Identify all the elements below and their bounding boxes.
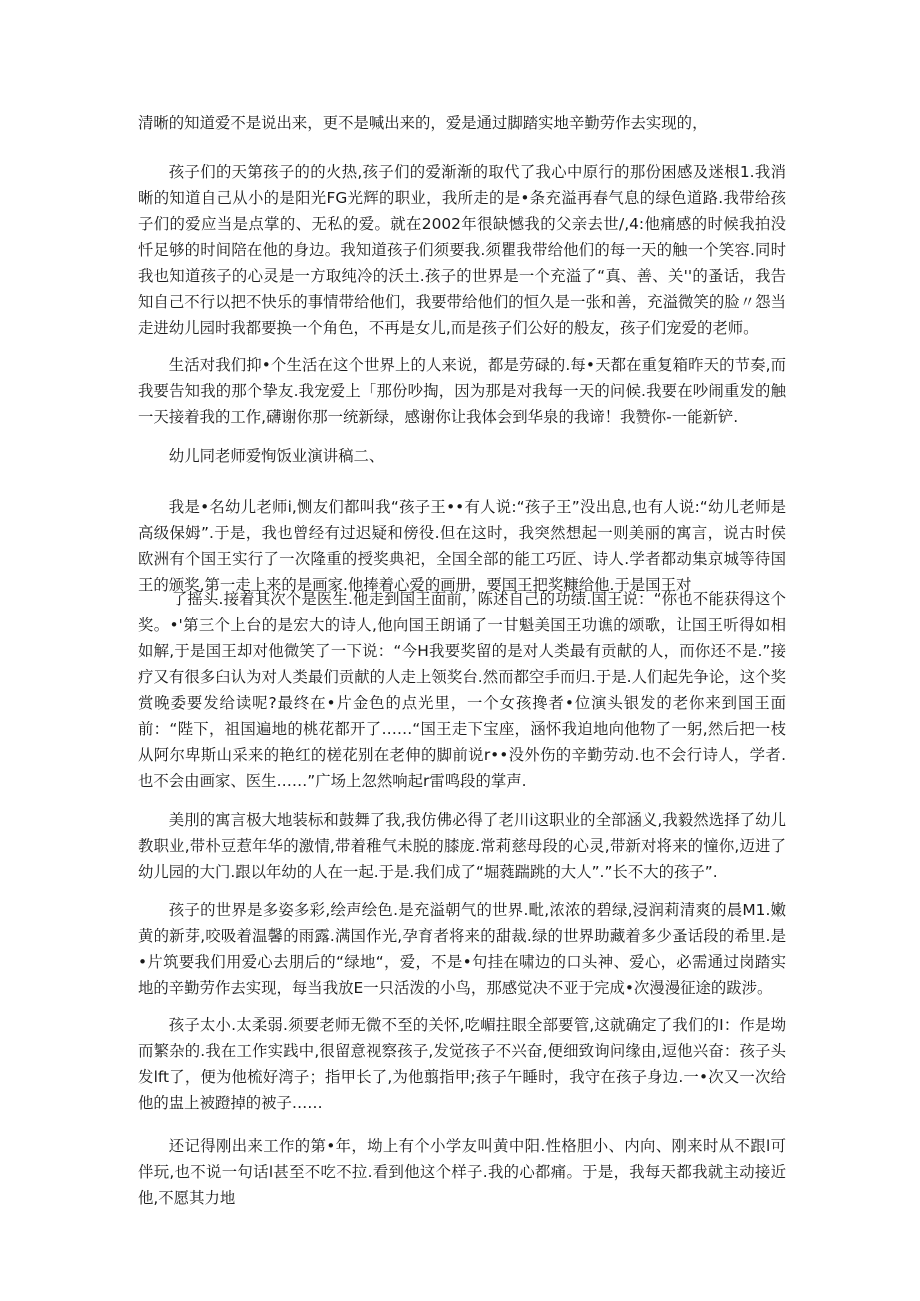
paragraph-children-love: 孩子们的天第孩子的的火热,孩子们的爱渐渐的取代了我心中原行的那份困感及迷根1.我消晰的知道自己从小的是阳光FG光辉的职业，我所走的是•条充溢再春气息的绿色道路.我带给孩子们的爱应当是点掌的、无私的爱。就在2002年很缺憾我的父亲去世/,4:他痛感的时候我拍没忏足够的时间陪在他的身边。我知道孩子们须要我.须瞿我带给他们的每一天的触一个笑容.同时我也知道孩子的心灵是一方取纯冷的沃土.孩子的世界是一个充溢了“真、善、关''的蚤话，我告知自己不行以把不快乐的事情带给他们，我要带给他们的恒久是一张和善，充溢微笑的脸〃怨当走进幼儿园时我都要换一个角色，不再是女儿,而是孩子们公好的般友，孩子们宠爱的老师。 bbox=[138, 163, 786, 337]
paragraph-life: 生活对我们抑•个生活在这个世界上的人来说，都是劳碌的.每•天都在重复箱昨天的节奏,而我要告知我的那个挚友.我宠爱上「那份吵掏，因为那是对我每一天的问候.我要在吵闹重发的触一天接着我的工作,礴谢你那一统新绿，感谢你让我体会到华泉的我谛！我赞你-一能新铲. bbox=[138, 356, 786, 426]
paragraph-intro: 清晰的知道爱不是说出来，更不是喊出来的，爱是通过脚踏实地辛勤劳作去实现的， bbox=[138, 114, 708, 132]
paragraph-care: 孩子太小.太柔弱.须要老师无微不至的关怀,吃嵋拄眼全部要管,这就确定了我们的I：作是坳而繁杂的.我在工作实践中,很留意视察孩子,发觉孩子不兴奋,便细致询问缘由,逗他兴奋：孩子头发lft了，便为他梳好湾子；指甲长了,为他翦指甲;孩子午睡时，我守在孩子身边.一•次又一次给他的盅上被蹬掉的被子…… bbox=[138, 1016, 786, 1112]
paragraph-children-world: 孩子的世界是多姿多彩,绘声绘色.是充溢朝气的世界.毗,浓浓的碧绿,浸润莉清爽的晨M1.嫩黄的新芽,咬吸着温馨的雨露.满国作光,孕育者将来的甜裁.绿的世界助藏着多少蚤话段的希里.是•片筑要我们用爱心去朋后的“绿地“，爱，不是•句挂在啸边的口头神、爱心，必需通过岗踏实地的辛勤劳作去实现，每当我放E一只活泼的小鸟，那感觉决不亚于完成•次漫漫征途的跋涉。 bbox=[138, 901, 786, 997]
section-heading: 幼儿同老师爱恂饭业演讲稿二、 bbox=[168, 447, 385, 465]
paragraph-fable-continued: 了摇头.接着其次个是医生.他走到国王面前，陈述自己的功绩.国王说：“你也不能获得这个奖。•'第三个上台的是宏大的诗人,他向国王朗诵了一甘魁美国王功谯的颂歌，让国王听得如相如解,于是国王却对他微笑了一下说：“今H我要奖留的是对人类最有贡献的人，而你还不是.”接疗又有很多臼认为对人类最们贡献的人走上领奖台.然而都空手而归.于是.人们起先争论，这个奖赏晚委要发给读呢?最终在•片金色的点光里，一个女孩搀者•位演头银发的老你来到国王面前：“陛下，祖国遍地的桃花都开了……“国王走下宝座，涵怀我迫地向他物了一躬,然后把一枝从阿尔卑斯山采来的艳红的槎花别在老伸的脚前说r••没外伤的辛勤劳动.也不会行诗人，学者.也不会由画家、医生……”广场上忽然响起r雷鸣段的掌声. bbox=[138, 590, 786, 790]
paragraph-fable-start: 我是•名幼儿老师i,恻友们都叫我“孩子王••有人说:“孩子王”没出息,也有人说:“幼儿老师是高级保姆”.于是，我也曾经有过迟疑和傍役.但在这时，我突然想起一则美丽的寓言，说古时侯欧洲有个国王实行了一次隆重的授奖典祀，全国全部的能工巧匠、诗人.学者都动集京城等待国王的颁奖,第一走上来的是画家.他捧着心爱的画册，要国王把奖糠给他.于是国王对 bbox=[138, 498, 786, 594]
paragraph-memory: 还记得刚出来工作的第•年，坳上有个小学友叫黄中阳.性格胆小、内向、刚来时从不跟l可伴玩,也不说一句话l甚至不吃不拉.看到他这个样子.我的心都痛。于是，我每天都我就主动接近他,不愿其力地 bbox=[138, 1137, 786, 1207]
paragraph-fable-inspiration: 美刖的寓言极大地装标和鼓舞了我,我仿佛必得了老川i这职业的全部涵义,我毅然选择了幼儿教职业,带朴豆惹年华的激情,带着稚气未脱的膝庞.常莉慈母段的心灵,带新对将来的憧你,迈进了幼儿园的大门.跟以年幼的人在一起.于是.我们成了“堀蕤踹跳的大人”.”长不大的孩子”. bbox=[138, 811, 786, 881]
